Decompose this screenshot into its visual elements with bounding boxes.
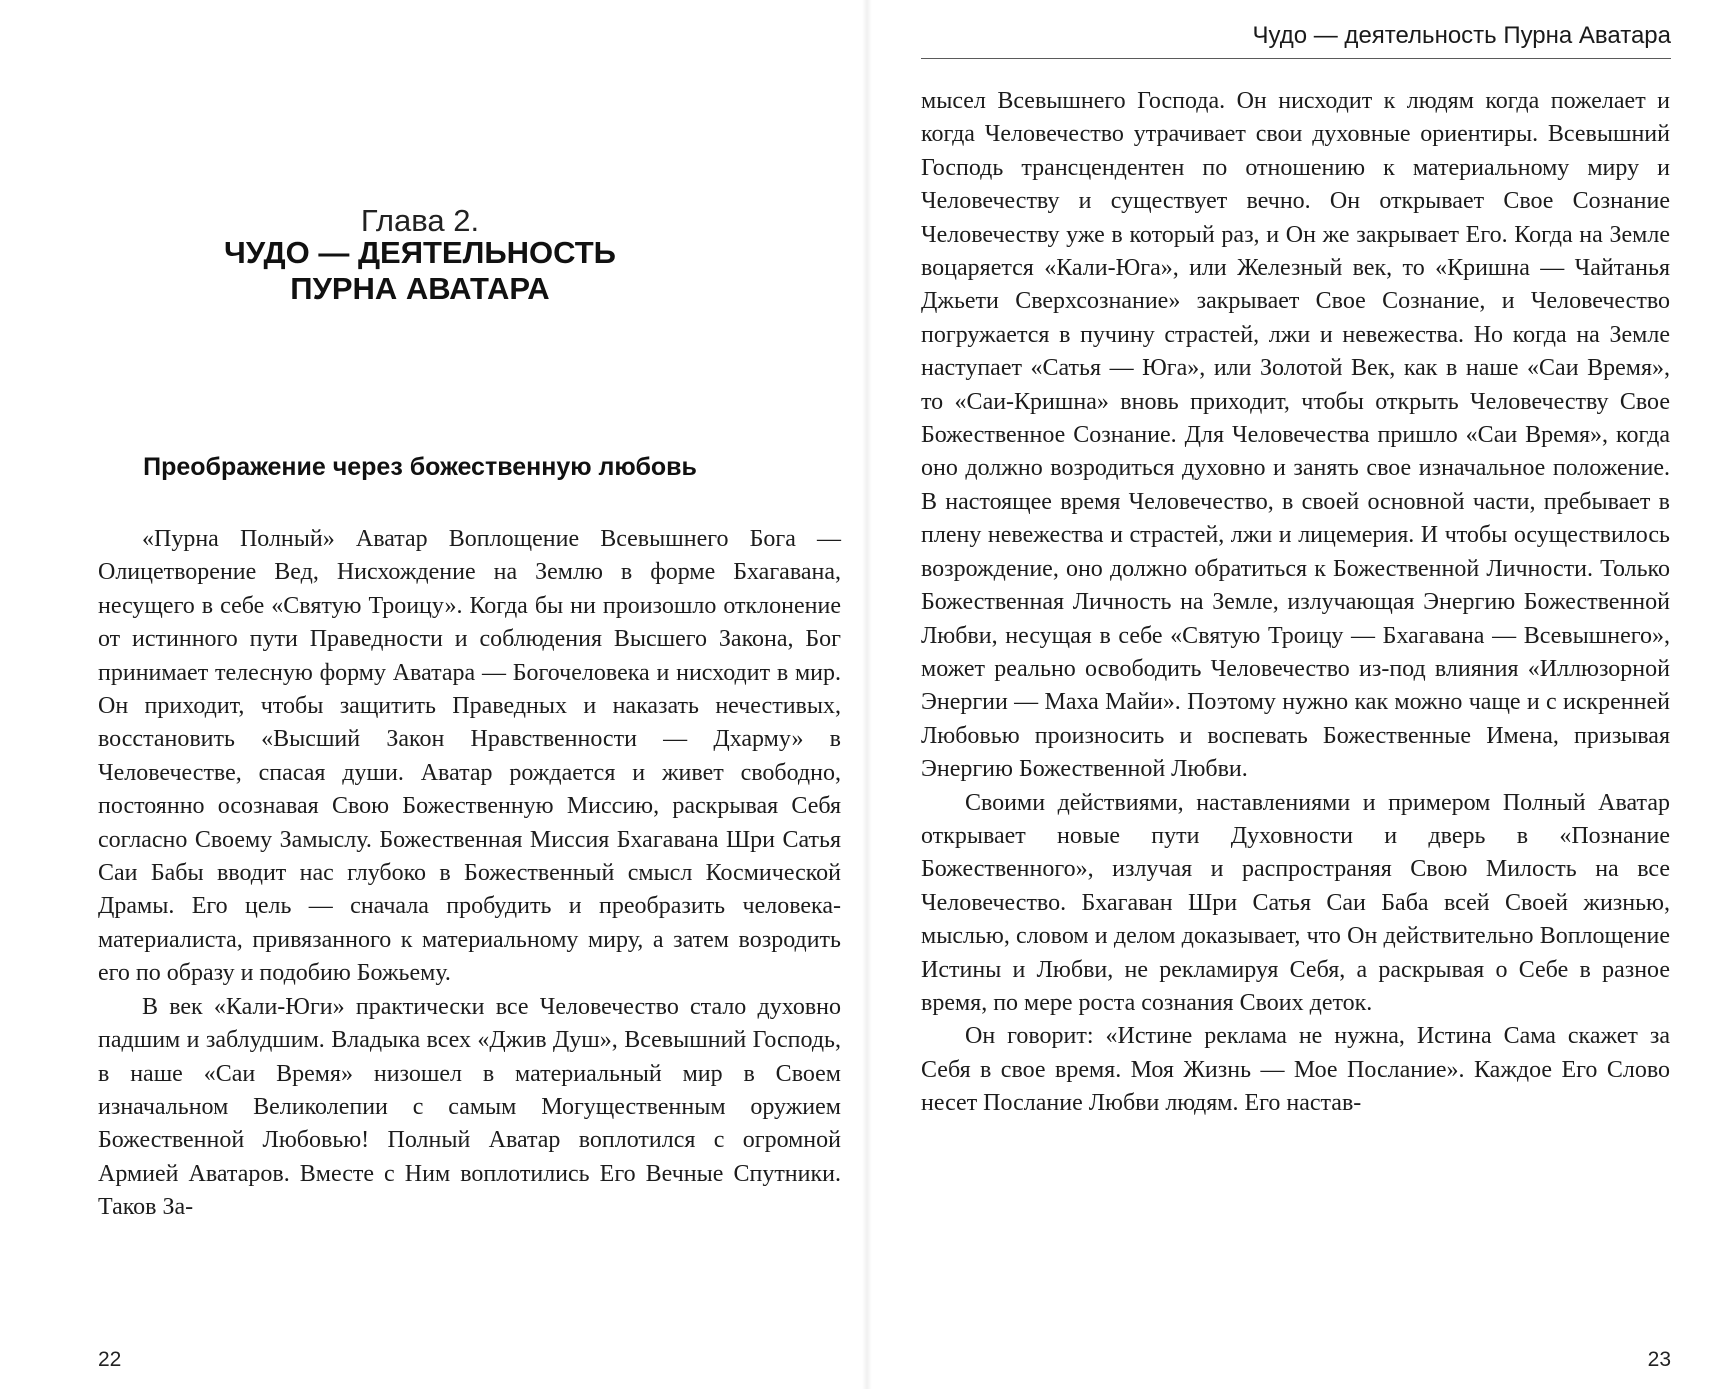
chapter-title-line-2: ПУРНА АВАТАРА bbox=[290, 271, 550, 306]
running-head: Чудо — деятельность Пурна Аватара bbox=[1252, 22, 1671, 49]
running-head-rule bbox=[921, 58, 1671, 59]
paragraph: «Пурна Полный» Аватар Воплощение Всевышнего Бога — Олицетворение Вед, Нисхождение на Землю в форме Бхагавана, несущего в себе «Святую Троицу». Когда бы ни произошло отклонение от истинного пути Праведности и соблюдения Высшего Закона, Бог принимает телесную форму Аватара — Богочеловека и нисходит в мир. Он приходит, чтобы защитить Праведных и наказать нечестивых, восстановить «Высший Закон Нравственности — Дхарму» в Человечестве, спасая души. Аватар рождается и живет свободно, постоянно осознавая Свою Божественную Миссию, раскрывая Себя согласно Своему Замыслу. Божественная Миссия Бхагавана Шри Сатья Саи Бабы вводит нас глубоко в Божественный смысл Космической Драмы. Его цель — сначала пробудить и преобразить человека-материалиста, привязанного к материальному миру, а затем возродить его по образу и подобию Божьему. bbox=[98, 526, 841, 987]
page-number-right: 23 bbox=[1647, 1348, 1671, 1371]
paragraph: Он говорит: «Истине реклама не нужна, Истина Сама скажет за Себя в свое время. Моя Жизнь — Мое Послание». Каждое Его Слово несет Послание Любви людям. Его настав- bbox=[921, 1023, 1670, 1117]
page-number-left: 22 bbox=[98, 1348, 122, 1371]
right-page bbox=[867, 0, 1735, 1389]
chapter-label: Глава 2. bbox=[360, 203, 480, 238]
paragraph: Своими действиями, наставлениями и примером Полный Аватар открывает новые пути Духовности и дверь в «Познание Божественного», излучая и распространяя Свою Милость на все Человечество. Бхагаван Шри Сатья Саи Баба всей Своей жизнью, мыслью, словом и делом доказывает, что Он действительно Воплощение Истины и Любви, не рекламируя Себя, а раскрывая о Себе в разное время, по мере роста сознания Своих деток. bbox=[921, 789, 1670, 1016]
section-title: Преображение через божественную любовь bbox=[143, 453, 697, 481]
paragraph: В век «Кали-Юги» практически все Человечество стало духовно падшим и заблудшим. Владыка всех «Джив Душ», Всевышний Господь, в наше «Саи Время» низошел в материальный мир в Своем изначальном Великолепии с самым Могущественным оружием Божественной Любовью! Полный Аватар воплотился с огромной Армией Аватаров. Вместе с Ним воплотились Его Вечные Спутники. Таков За- bbox=[98, 993, 841, 1221]
left-page-body bbox=[98, 523, 841, 1225]
paragraph: мысел Всевышнего Господа. Он нисходит к людям когда пожелает и когда Человечество утрачивает свои духовные ориентиры. Всевышний Господь трансцендентен по отношению к материальному миру и Человечеству и существует вечно. Он открывает Свое Сознание Человечеству уже в который раз, и Он же закрывает Его. Когда на Земле воцаряется «Кали-Юга», или Железный век, то «Кришна — Чайтанья Джьети Сверхсознание» закрывает Свое Сознание, и Человечество погружается в пучину страстей, лжи и невежества. Но когда на Земле наступает «Сатья — Юга», или Золотой Век, как в наше «Саи Время», то «Саи-Кришна» вновь приходит, чтобы открыть Человечеству Свое Божественное Сознание. Для Человечества пришло «Саи Время», когда оно должно возродиться духовно и занять свое изначальное положение. В настоящее время Человечество, в своей основной части, пребывает в плену невежества и страстей, лжи и лицемерия. И чтобы осуществилось возрождение, оно должно обратиться к Божественной Личности. Только Божественная Личность на Земле, излучающая Энергию Божественной Любви, несущая в себе «Святую Троицу — Бхагавана — Всевышнего», может реально освободить Человечество из-под влияния «Иллюзорной Энергии — Маха Майи». Поэтому нужно как можно чаще и с искренней Любовью произносить и воспевать Божественные Имена, призывая Энергию Божественной Любви. bbox=[921, 88, 1670, 783]
chapter-title bbox=[90, 235, 750, 307]
chapter-title-line-1: ЧУДО — ДЕЯТЕЛЬНОСТЬ bbox=[224, 235, 616, 270]
left-page bbox=[0, 0, 867, 1389]
right-page-body bbox=[921, 85, 1670, 1121]
